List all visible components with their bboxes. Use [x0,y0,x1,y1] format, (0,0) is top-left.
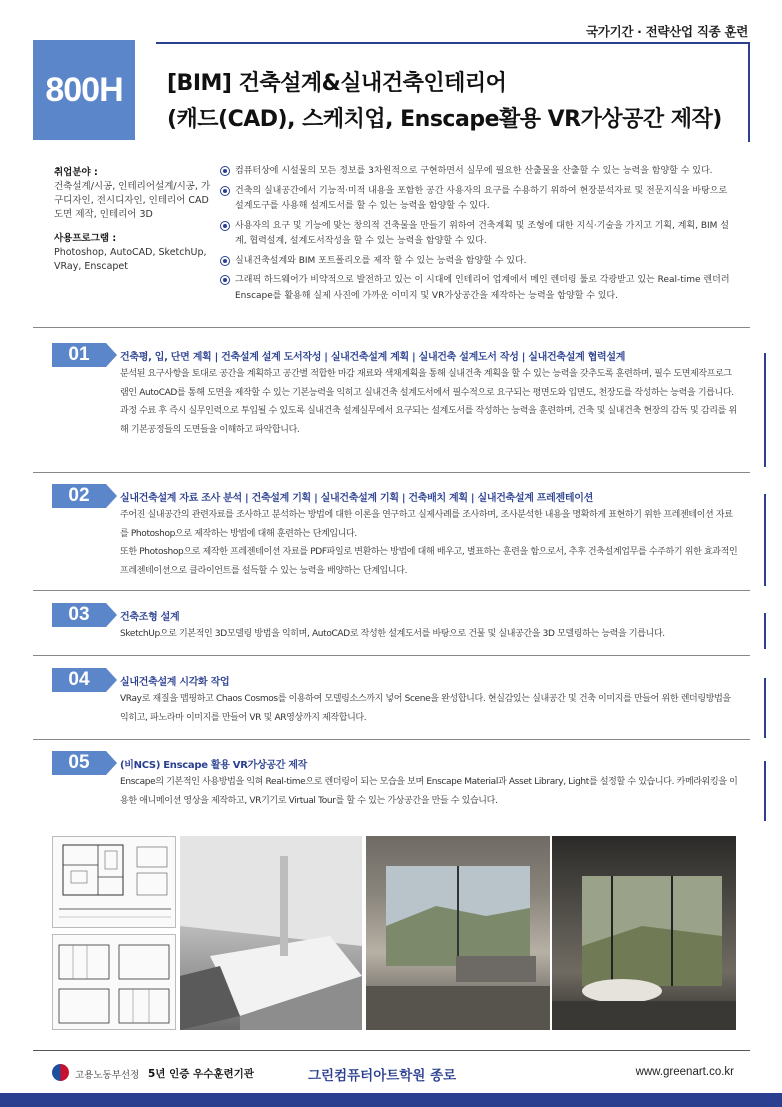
award-label: 5년 인증 우수훈련기관 [148,1068,254,1080]
job-field-label: 취업분야 : [54,167,98,178]
arrow-icon [106,603,117,627]
course-title-line2: (캐드(CAD), 스케치업, Enscape활용 VR가상공간 제작) [167,107,722,132]
bottom-color-bar [0,1093,782,1107]
module-number: 04 [52,668,106,692]
module-03 [52,603,752,647]
header-side-rule [748,42,750,142]
bullet-icon [220,166,230,176]
section-divider [33,472,750,473]
footer-rule [33,1050,750,1051]
course-category-tag: 국가기간 · 전략산업 직종 훈련 [586,24,748,39]
course-title-line1: [BIM] 건축설계&실내건축인테리어 [167,71,507,96]
arrow-icon [106,668,117,692]
module-number: 01 [52,343,106,367]
elevation-drawing [52,934,176,1030]
module-body: 주어진 실내공간의 관련자료를 조사하고 분석하는 방법에 대한 이론을 연구하고 실제사례를 조사하며, 조사분석한 내용을 명확하게 표현하기 위한 프레젠테이션 자료를 Photoshop으로 제작하는 방법에 대해 훈련하는 단계입니다. 또한 Photoshop으로 제작한 프레젠테이션 자료를 PDF파일로 변환하는 방법에 대해 배우고, 별표하는 훈련을 함으로서, 추후 건축설계업무를 수주하기 위한 효과적인 프레젠테이션으로 클라이언트를 설득할 수 있는 능력을 배양하는 단계입니다. [120,510,738,576]
bedroom-render-image [180,836,362,1030]
module-body: SketchUp으로 기본적인 3D모델링 방법을 익히며, AutoCAD로 작성한 설계도서를 바탕으로 건물 및 실내공간을 3D 모델링하는 능력을 기릅니다. [120,629,665,639]
goal-item: 건축의 실내공간에서 기능적·미적 내용을 포함한 공간 사용자의 요구를 수용하기 위하여 현장분석자료 및 전문지식을 바탕으로 설계도구를 사용해 설계도서를 할 수 있는 능력을 함양할 수 있다. [220,184,736,215]
module-number: 02 [52,484,106,508]
bullet-icon [220,256,230,266]
bullet-icon [220,275,230,285]
bullet-icon [220,186,230,196]
section-divider [33,327,750,328]
module-side-rule [764,761,766,821]
module-01 [52,343,752,467]
academy-name: 그린컴퓨터아트학원 종로 [308,1068,457,1084]
section-divider [33,590,750,591]
goal-item: 실내건축설계와 BIM 포트폴리오를 제작 할 수 있는 능력을 함양할 수 있다. [220,254,736,270]
module-05 [52,751,752,821]
arrow-icon [106,484,117,508]
program-label: 사용프로그램 : [54,233,117,244]
arrow-icon [106,343,117,367]
portfolio-gallery [52,836,736,1030]
section-divider [33,655,750,656]
goal-item: 사용자의 요구 및 기능에 맞는 창의적 건축물을 만들기 위하여 건축계획 및 조형에 대한 지식·기술을 가지고 기획, 계획, BIM 설계, 협력설계, 설계도서작성을 할 수 있는 능력을 함양할 수 있다. [220,219,736,250]
module-number: 03 [52,603,106,627]
module-body: VRay로 재질을 맵핑하고 Chaos Cosmos를 이용하여 모델링소스까지 넣어 Scene을 완성합니다. 현실감있는 실내공간 및 건축 이미지를 만들어 위한 렌더링방법을 익히고, 파노라마 이미지를 만들어 VR 및 AR영상까지 제작합니다. [120,694,731,723]
module-side-rule [764,353,766,467]
module-heading: 건축조형 설계 [120,612,180,623]
module-heading: 실내건축설계 시각화 작업 [120,677,230,688]
footer [52,1064,734,1084]
header-rule [156,42,750,44]
floor-plan-drawing [52,836,176,928]
module-heading: 건축평, 입, 단면 계획 | 건축설계 설계 도서작성 | 실내건축설계 계획 | 실내건축 설계도서 작성 | 실내건축설계 협력설계 [120,352,626,363]
goal-item: 컴퓨터상에 시설물의 모든 정보를 3차원적으로 구현하면서 실무에 필요한 산출물을 산출할 수 있는 능력을 함양할 수 있다. [220,164,736,180]
module-side-rule [764,678,766,738]
module-number: 05 [52,751,106,775]
website-link[interactable]: www.greenart.co.kr [635,1066,734,1078]
module-heading: 실내건축설계 자료 조사 분석 | 건축설계 기획 | 실내건축설계 기획 | 건축배치 계획 | 실내건축설계 프레젠테이션 [120,493,593,504]
arrow-icon [106,751,117,775]
module-side-rule [764,613,766,649]
section-divider [33,739,750,740]
module-04 [52,668,752,730]
module-body: 분석된 요구사항을 토대로 공간을 계획하고 공간별 적합한 마감 재료와 색채계획을 통해 실내건축 계획을 할 수 있는 능력을 갖추도록 훈련하며, 필수 도면제작프로그램인 AutoCAD를 통해 도면을 제작할 수 있는 기본능력을 익히고 실내건축 설계도서에서 필수적으로 요구되는 평면도와 입면도, 천장도를 작성하는 능력을 기릅니다. 과정 수료 후 즉시 실무인력으로 투입될 수 있도록 실내건축 설계실무에서 요구되는 설계도서를 작성하는 능력을 훈련하며, 건축 및 실내건축 현장의 감독 및 감리를 위해 기본공정들의 도면들을 이해하고 파악합니다. [120,369,737,435]
bullet-icon [220,221,230,231]
ministry-label: 고용노동부선정 [75,1070,140,1081]
course-hours-badge: 800H [33,40,135,140]
module-side-rule [764,494,766,586]
course-goals-list [220,164,736,308]
course-title [167,66,722,138]
government-logo-icon [52,1064,69,1081]
living-room-render-image [366,836,550,1030]
goal-item: 그래픽 하드웨어가 비약적으로 발전하고 있는 이 시대에 인테리어 업계에서 메인 렌더링 툴로 각광받고 있는 Real-time 렌더러 Enscape를 활용해 실제 사진에 가까운 이미지 및 VR가상공간을 제작하는 능력을 함양할 수 있다. [220,273,736,304]
program-text: Photoshop, AutoCAD, SketchUp, VRay, Enscapet [54,247,207,272]
module-body: Enscape의 기본적인 사용방법을 익혀 Real-time으로 렌더링이 되는 모습을 보며 Enscape Material과 Asset Library, Light를 설정할 수 있습니다. 카메라워킹을 이용한 애니메이션 영상을 제작하고, VR기기로 Virtual Tour를 할 수 있는 가상공간을 만들 수 있습니다. [120,777,738,806]
bathroom-render-image [552,836,736,1030]
job-field-text: 건축설계/시공, 인테리어설계/시공, 가구디자인, 전시디자인, 인테리어 CAD도면 제작, 인테리어 3D [54,181,211,220]
module-02 [52,484,752,584]
course-side-info [54,166,214,274]
module-heading: (비NCS) Enscape 활용 VR가상공간 제작 [120,760,307,771]
